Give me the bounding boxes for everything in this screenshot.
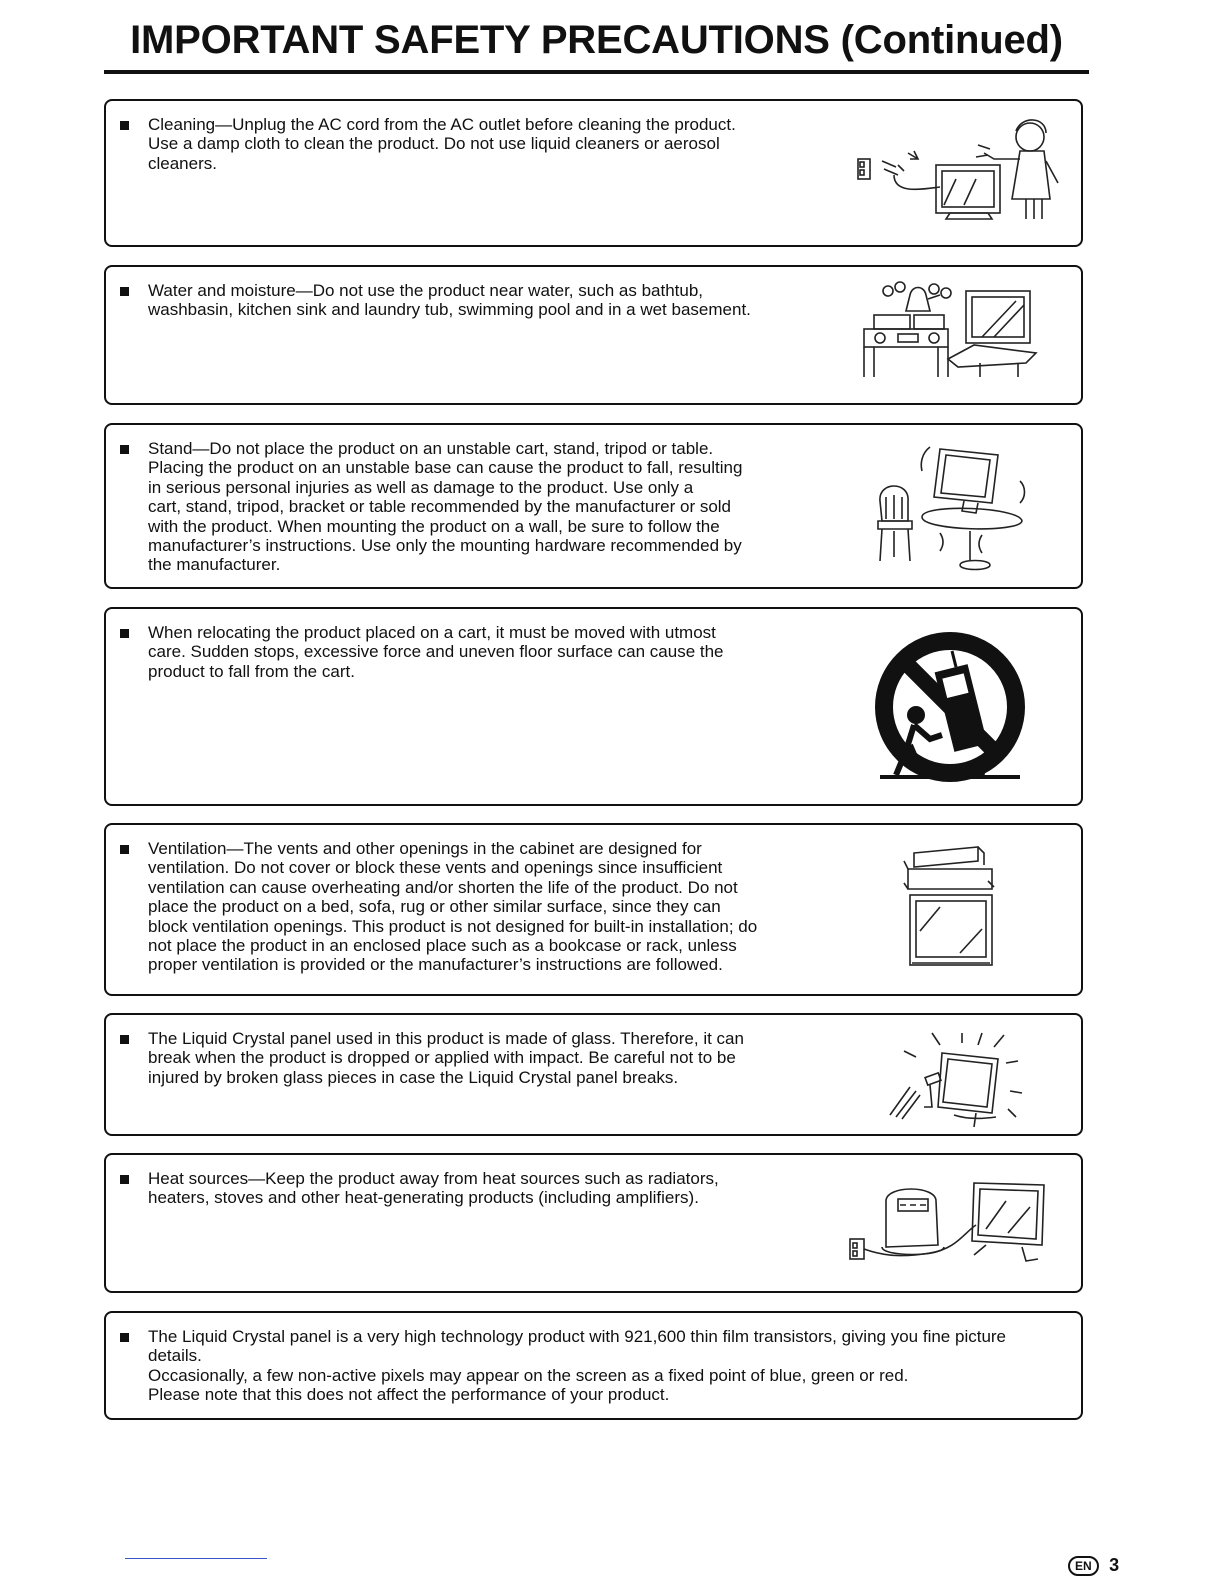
bullet-icon: [120, 445, 129, 454]
bullet-icon: [120, 845, 129, 854]
text-line: the manufacturer.: [148, 555, 281, 575]
text-line: Stand—Do not place the product on an unstable cart, stand, tripod or table.: [148, 439, 714, 458]
text-line: cleaners.: [148, 153, 217, 173]
text-line: manufacturer’s instructions. Use only the mounting hardware recommended by: [148, 536, 742, 556]
section-glass: [104, 1013, 1083, 1136]
text-line: Cleaning—Unplug the AC cord from the AC outlet before cleaning the product.: [148, 115, 736, 134]
bullet-icon: [120, 1175, 129, 1184]
text-line: Water and moisture—Do not use the product near water, such as bathtub,: [148, 281, 704, 300]
water-illustration-icon: [858, 281, 1048, 381]
text-line: product to fall from the cart.: [148, 661, 355, 681]
text-line: care. Sudden stops, excessive force and uneven floor surface can cause the: [148, 642, 724, 662]
section-text: [120, 839, 800, 975]
text-line: not place the product in an enclosed place such as a bookcase or rack, unless: [148, 936, 737, 956]
section-cart: [104, 607, 1083, 806]
bullet-icon: [120, 121, 129, 130]
section-text: [120, 1327, 1060, 1405]
footer-rule: [125, 1558, 267, 1559]
section-text: [120, 1169, 800, 1208]
section-text: [120, 1029, 800, 1087]
section-text: [120, 281, 800, 320]
language-badge: EN: [1068, 1556, 1099, 1576]
ventilation-illustration-icon: [898, 841, 1008, 971]
bullet-icon: [120, 287, 129, 296]
section-text: [120, 623, 800, 681]
text-line: Please note that this does not affect the performance of your product.: [148, 1385, 670, 1405]
section-cleaning: [104, 99, 1083, 247]
bullet-icon: [120, 1333, 129, 1342]
text-line: Placing the product on an unstable base can cause the product to fall, resulting: [148, 458, 743, 478]
text-line: washbasin, kitchen sink and laundry tub, swimming pool and in a wet basement.: [148, 300, 751, 320]
section-pixels: [104, 1311, 1083, 1420]
text-line: ventilation. Do not cover or block these vents and openings since insufficient: [148, 858, 723, 878]
text-line: break when the product is dropped or applied with impact. Be careful not to be: [148, 1048, 736, 1068]
section-heat: [104, 1153, 1083, 1293]
text-line: place the product on a bed, sofa, rug or other similar surface, since they can: [148, 897, 721, 917]
heat-source-illustration-icon: [846, 1171, 1056, 1271]
text-line: Use a damp cloth to clean the product. Do not use liquid cleaners or aerosol: [148, 134, 720, 154]
text-line: Ventilation—The vents and other openings in the cabinet are designed for: [148, 839, 702, 858]
section-water: [104, 265, 1083, 405]
title-rule: [104, 70, 1089, 74]
page-number: 3: [1109, 1555, 1120, 1575]
text-line: proper ventilation is provided or the manufacturer’s instructions are followed.: [148, 955, 723, 975]
text-line: block ventilation openings. This product is not designed for built-in installation; do: [148, 916, 758, 936]
page-footer: [1068, 1555, 1119, 1576]
text-line: When relocating the product placed on a cart, it must be moved with utmost: [148, 623, 716, 642]
cart-warning-symbol-icon: [870, 627, 1030, 787]
text-line: in serious personal injuries as well as damage to the product. Use only a: [148, 477, 694, 497]
page-title: IMPORTANT SAFETY PRECAUTIONS (Continued): [130, 18, 1063, 62]
bullet-icon: [120, 629, 129, 638]
text-line: Heat sources—Keep the product away from heat sources such as radiators,: [148, 1169, 719, 1188]
glass-impact-illustration-icon: [870, 1027, 1040, 1127]
text-line: cart, stand, tripod, bracket or table recommended by the manufacturer or sold: [148, 497, 732, 517]
cleaning-illustration-icon: [854, 109, 1064, 237]
unstable-stand-illustration-icon: [870, 441, 1050, 571]
text-line: details.: [148, 1346, 202, 1366]
text-line: The Liquid Crystal panel is a very high technology product with 921,600 thin film transistors, giving you fine picture: [148, 1327, 1007, 1346]
section-text: [120, 439, 800, 575]
text-line: ventilation can cause overheating and/or shorten the life of the product. Do not: [148, 877, 738, 897]
text-line: heaters, stoves and other heat-generating products (including amplifiers).: [148, 1188, 699, 1208]
section-stand: [104, 423, 1083, 589]
bullet-icon: [120, 1035, 129, 1044]
section-ventilation: [104, 823, 1083, 996]
text-line: The Liquid Crystal panel used in this product is made of glass. Therefore, it can: [148, 1029, 744, 1048]
text-line: with the product. When mounting the product on a wall, be sure to follow the: [148, 516, 720, 536]
text-line: injured by broken glass pieces in case the Liquid Crystal panel breaks.: [148, 1067, 679, 1087]
text-line: Occasionally, a few non-active pixels may appear on the screen as a fixed point of blue, green or red.: [148, 1365, 909, 1385]
section-text: [120, 115, 800, 173]
